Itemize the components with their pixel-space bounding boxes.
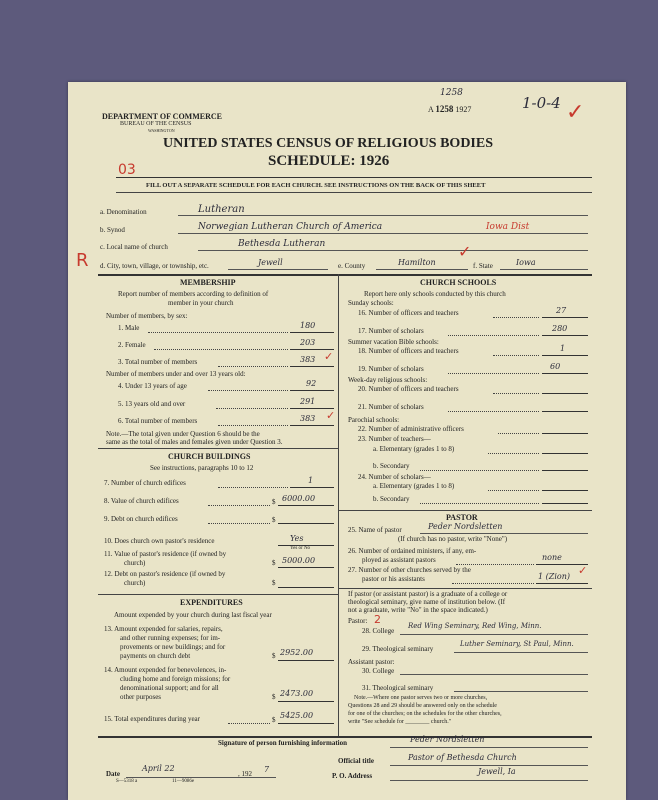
- q29-label: 29. Theological seminary: [362, 645, 434, 653]
- stamp-prefix: A: [428, 105, 434, 114]
- city-line: [228, 269, 328, 270]
- signature-line: [390, 747, 588, 748]
- date-label: Date: [106, 770, 120, 778]
- q16-label: 16. Number of officers and teachers: [358, 309, 459, 317]
- buildings-heading: CHURCH BUILDINGS: [168, 452, 251, 461]
- q14-value: 2473.00: [280, 689, 314, 698]
- q24b-label: b. Secondary: [373, 495, 410, 503]
- q3-check-mark: ✓: [324, 350, 334, 363]
- q1-male-value: 180: [300, 321, 316, 330]
- received-stamp: [428, 104, 471, 114]
- q21-label: 21. Number of scholars: [358, 403, 424, 411]
- main-box-bottom: [98, 736, 592, 738]
- q3-total-label: 3. Total number of members: [118, 358, 198, 366]
- q22-label: 22. Number of administrative officers: [358, 425, 464, 433]
- state-value: Iowa: [516, 258, 536, 267]
- synod-line: [178, 233, 588, 234]
- q8-leader: [208, 505, 270, 506]
- q28-value: Red Wing Seminary, Red Wing, Minn.: [408, 622, 542, 630]
- q13-value: 2952.00: [280, 648, 314, 657]
- q27-leader: [452, 583, 534, 584]
- members-by-age-label: Number of members under and over 13 years old:: [106, 370, 246, 378]
- q20-label: 20. Number of officers and teachers: [358, 385, 459, 393]
- title-rule: [116, 177, 592, 178]
- main-box-top: [98, 274, 592, 276]
- po-address-value: Jewell, Ia: [478, 767, 516, 776]
- county-line: [376, 269, 468, 270]
- buildings-intro: See instructions, paragraphs 10 to 12: [150, 464, 254, 472]
- pastor-subheading: Pastor:: [348, 617, 368, 625]
- graduate-instruction-1: If pastor (or assistant pastor) is a graduate of a college or: [348, 590, 508, 598]
- pastor-note-3: for one of the churches; on the schedules for the other churches,: [348, 711, 502, 717]
- q14-label-1: 14. Amount expended for benevolences, in-: [104, 666, 227, 674]
- q25-value: Peder Nordsletten: [428, 522, 503, 531]
- instruction-rule: [116, 192, 592, 193]
- schools-heading: CHURCH SCHOOLS: [420, 278, 497, 287]
- graduate-instruction-2: theological seminary, give name of institution below. (If: [348, 598, 506, 606]
- q24a-box: [542, 490, 588, 491]
- q31-line: [454, 691, 588, 692]
- census-form-page: [68, 82, 626, 800]
- date-value: April 22: [142, 764, 175, 773]
- q8-value: 6000.00: [282, 494, 316, 503]
- q2-leader: [154, 349, 288, 350]
- bureau-city: WASHINGTON: [148, 128, 175, 133]
- buildings-rule: [98, 448, 338, 449]
- q11-dollar: $: [272, 559, 276, 567]
- q17-value: 280: [552, 324, 568, 333]
- q7-label: 7. Number of church edifices: [104, 479, 186, 487]
- q8-dollar: $: [272, 498, 276, 506]
- q13-label-4: payments on church debt: [120, 652, 191, 660]
- q23a-box: [542, 453, 588, 454]
- q1-box: [290, 332, 334, 333]
- column-divider: [338, 274, 339, 736]
- q13-label-1: 13. Amount expended for salaries, repairs,: [104, 625, 223, 633]
- q6-total-label: 6. Total number of members: [118, 417, 198, 425]
- assistant-pastor-subheading: Assistant pastor:: [348, 658, 395, 666]
- summer-schools-label: Summer vacation Bible schools:: [348, 338, 439, 346]
- q15-dollar: $: [272, 716, 276, 724]
- city-label: d. City, town, village, or township, etc.: [100, 262, 209, 270]
- expenditures-heading: EXPENDITURES: [180, 598, 243, 607]
- city-value: Jewell: [258, 258, 283, 267]
- q9-dollar: $: [272, 516, 276, 524]
- q16-box: [542, 317, 588, 318]
- q23a-label: a. Elementary (grades 1 to 8): [373, 445, 455, 453]
- q20-box: [542, 393, 588, 394]
- q15-label: 15. Total expenditures during year: [104, 715, 200, 723]
- pastor-note-4: write "See schedule for ________ church.": [348, 719, 452, 725]
- q23b-label: b. Secondary: [373, 462, 410, 470]
- q18-value: 1: [560, 344, 566, 353]
- state-label: f. State: [473, 262, 493, 270]
- q15-value: 5425.00: [280, 711, 314, 720]
- q11-label-2: church): [124, 559, 146, 567]
- q24a-label: a. Elementary (grades 1 to 8): [373, 482, 455, 490]
- q23-label: 23. Number of teachers—: [358, 435, 431, 443]
- q1-leader: [148, 332, 288, 333]
- membership-intro1: Report number of members according to definition of: [118, 290, 269, 298]
- parochial-schools-label: Parochial schools:: [348, 416, 400, 424]
- official-title-value: Pastor of Bethesda Church: [408, 753, 517, 762]
- po-address-label: P. O. Address: [332, 772, 373, 780]
- q17-label: 17. Number of scholars: [358, 327, 424, 335]
- q13-label-2: and other running expenses; for im-: [120, 634, 221, 642]
- q26-label-2: ployed as assistant pastors: [362, 556, 436, 564]
- red-check-mark: ✓: [566, 100, 585, 125]
- q31-label: 31. Theological seminary: [362, 684, 434, 692]
- dept-title: DEPARTMENT OF COMMERCE: [102, 112, 223, 121]
- q10-value: Yes: [290, 534, 304, 543]
- q6-box: [290, 425, 334, 426]
- q13-dollar: $: [272, 652, 276, 660]
- denomination-value: Lutheran: [198, 204, 245, 215]
- q19-label: 19. Number of scholars: [358, 365, 424, 373]
- q17-leader: [448, 335, 539, 336]
- q8-label: 8. Value of church edifices: [104, 497, 179, 505]
- q2-female-label: 2. Female: [118, 341, 146, 349]
- q14-box: [278, 701, 334, 702]
- pastor-note-2: Questions 28 and 29 should be answered only on the schedule: [348, 703, 497, 709]
- q27-box: [536, 583, 588, 584]
- stamp-number: 1258: [435, 104, 454, 114]
- q21-box: [542, 411, 588, 412]
- q23b-box: [542, 470, 588, 471]
- q11-box: [278, 567, 334, 568]
- q27-value: 1 (Zion): [538, 572, 570, 581]
- q29-line: [454, 652, 588, 653]
- corner-code: 1-0-4: [522, 94, 561, 112]
- q4-box: [290, 390, 334, 391]
- q7-box: [290, 487, 334, 488]
- form-number: S—5318 a: [116, 779, 138, 784]
- membership-intro2: member in your church: [168, 299, 234, 307]
- date-year-printed: , 192: [238, 770, 252, 778]
- signature-value: Peder Nordsletten: [410, 735, 485, 744]
- q4-under13-value: 92: [306, 379, 317, 388]
- q12-box: [278, 587, 334, 588]
- q27-check-mark: ✓: [578, 564, 588, 577]
- q21-leader: [448, 411, 539, 412]
- members-by-sex-label: Number of members, by sex:: [106, 312, 188, 320]
- q15-leader: [228, 723, 270, 724]
- q23b-leader: [420, 470, 539, 471]
- q27-label-2: pastor or his assistants: [362, 575, 425, 583]
- q14-label-3: denominational support; and for all: [120, 684, 219, 692]
- q19-leader: [448, 373, 539, 374]
- q25-line: [420, 533, 588, 534]
- q14-dollar: $: [272, 693, 276, 701]
- q18-leader: [493, 355, 539, 356]
- official-title-line: [390, 765, 588, 766]
- denomination-label: a. Denomination: [100, 208, 147, 216]
- po-address-line: [390, 780, 588, 781]
- q11-value: 5000.00: [282, 556, 316, 565]
- q25-hint: (If church has no pastor, write "None"): [398, 535, 508, 543]
- membership-note1: Note.—The total given under Question 6 should be the: [106, 430, 260, 438]
- q24-label: 24. Number of scholars—: [358, 473, 431, 481]
- q14-label-2: cluding home and foreign missions; for: [120, 675, 231, 683]
- membership-note2: same as the total of males and females given under Question 3.: [106, 438, 283, 446]
- q5-leader: [216, 408, 288, 409]
- expenditures-rule: [98, 594, 338, 595]
- local-name-label: c. Local name of church: [100, 243, 168, 251]
- q12-label-1: 12. Debt on pastor's residence (if owned by: [104, 570, 226, 578]
- local-name-value: Bethesda Lutheran: [238, 239, 326, 249]
- pastor-rule: [338, 510, 592, 511]
- county-check-mark: ✓: [458, 242, 472, 261]
- red-code: 03: [118, 162, 136, 178]
- county-value: Hamilton: [398, 258, 436, 267]
- denomination-line: [178, 215, 588, 216]
- q3-box: [290, 366, 334, 367]
- q14-label-4: other purposes: [120, 693, 162, 701]
- membership-heading: MEMBERSHIP: [180, 278, 236, 287]
- q7-leader: [218, 487, 288, 488]
- q22-box: [542, 433, 588, 434]
- form-title: UNITED STATES CENSUS OF RELIGIOUS BODIES: [163, 136, 494, 151]
- q25-label: 25. Name of pastor: [348, 526, 402, 534]
- q28-line: [400, 634, 588, 635]
- q6-total-value: 383: [300, 414, 316, 423]
- official-title-label: Official title: [338, 757, 374, 765]
- date-line: [126, 777, 276, 778]
- q9-leader: [208, 523, 270, 524]
- q29-value: Luther Seminary, St Paul, Minn.: [460, 640, 574, 648]
- weekday-schools-label: Week-day religious schools:: [348, 376, 428, 384]
- state-line: [500, 269, 588, 270]
- q5-over13-value: 291: [300, 397, 316, 406]
- q19-box: [542, 373, 588, 374]
- synod-label: b. Synod: [100, 226, 125, 234]
- q22-leader: [498, 433, 539, 434]
- q24a-leader: [488, 490, 539, 491]
- pastor-note-1: Note.—Where one pastor serves two or more churches,: [354, 695, 488, 701]
- bureau-name: BUREAU OF THE CENSUS: [120, 121, 192, 127]
- q3-leader: [218, 366, 288, 367]
- graduate-instruction-3: not a graduate, write "No" in the space indicated.): [348, 606, 488, 614]
- synod-value-red: Iowa Dist: [486, 222, 530, 232]
- q28-label: 28. College: [362, 627, 395, 635]
- q13-box: [278, 660, 334, 661]
- red-r-mark: R: [76, 250, 89, 271]
- graduate-rule: [338, 588, 592, 589]
- expenditures-intro: Amount expended by your church during last fiscal year: [114, 611, 272, 619]
- county-label: e. County: [338, 262, 366, 270]
- q5-over13-label: 5. 13 years old and over: [118, 400, 186, 408]
- q9-box: [278, 523, 334, 524]
- q10-label: 10. Does church own pastor's residence: [104, 537, 215, 545]
- q24b-leader: [420, 503, 539, 504]
- q7-value: 1: [308, 476, 314, 485]
- q12-label-2: church): [124, 579, 146, 587]
- q4-leader: [208, 390, 288, 391]
- q30-label: 30. College: [362, 667, 395, 675]
- q26-leader: [456, 564, 534, 565]
- q23a-leader: [488, 453, 539, 454]
- synod-value: Norwegian Lutheran Church of America: [198, 222, 383, 232]
- q18-label: 18. Number of officers and teachers: [358, 347, 459, 355]
- q20-leader: [493, 393, 539, 394]
- q30-line: [400, 674, 588, 675]
- q9-label: 9. Debt on church edifices: [104, 515, 178, 523]
- q4-under13-label: 4. Under 13 years of age: [118, 382, 187, 390]
- q26-label-1: 26. Number of ordained ministers, if any, em-: [348, 547, 477, 555]
- schedule-title: SCHEDULE: 1926: [268, 153, 390, 169]
- q19-value: 60: [550, 362, 561, 371]
- q12-dollar: $: [272, 579, 276, 587]
- print-number: 11—9086e: [172, 779, 195, 784]
- date-year-digit: 7: [264, 765, 270, 774]
- separate-schedule-note: FILL OUT A SEPARATE SCHEDULE FOR EACH CHURCH. SEE INSTRUCTIONS ON THE BACK OF THIS SHEET: [146, 182, 486, 189]
- q11-label-1: 11. Value of pastor's residence (if owned by: [104, 550, 227, 558]
- q1-male-label: 1. Male: [118, 324, 140, 332]
- local-name-line: [198, 250, 588, 251]
- q17-box: [542, 335, 588, 336]
- schools-intro: Report here only schools conducted by this church: [364, 290, 506, 298]
- q8-box: [278, 505, 334, 506]
- q6-leader: [218, 425, 288, 426]
- q3-total-value: 383: [300, 355, 316, 364]
- signature-label: Signature of person furnishing information: [218, 739, 347, 747]
- q27-label-1: 27. Number of other churches served by the: [348, 566, 471, 574]
- pastor-heading: PASTOR: [446, 513, 478, 522]
- q10-hint: Yes or No: [290, 546, 311, 551]
- q16-value: 27: [556, 306, 567, 315]
- pastor-red-mark: 2: [374, 613, 381, 626]
- q24b-box: [542, 503, 588, 504]
- q26-value: none: [542, 553, 562, 562]
- q2-female-value: 203: [300, 338, 316, 347]
- stamp-year: 1927: [455, 105, 472, 114]
- q16-leader: [493, 317, 539, 318]
- stamp-handwritten-number: 1258: [440, 88, 463, 98]
- q15-box: [278, 723, 334, 724]
- q18-box: [542, 355, 588, 356]
- sunday-schools-label: Sunday schools:: [348, 299, 394, 307]
- q6-check-mark: ✓: [326, 409, 336, 422]
- q13-label-3: provements or new buildings; and for: [120, 643, 226, 651]
